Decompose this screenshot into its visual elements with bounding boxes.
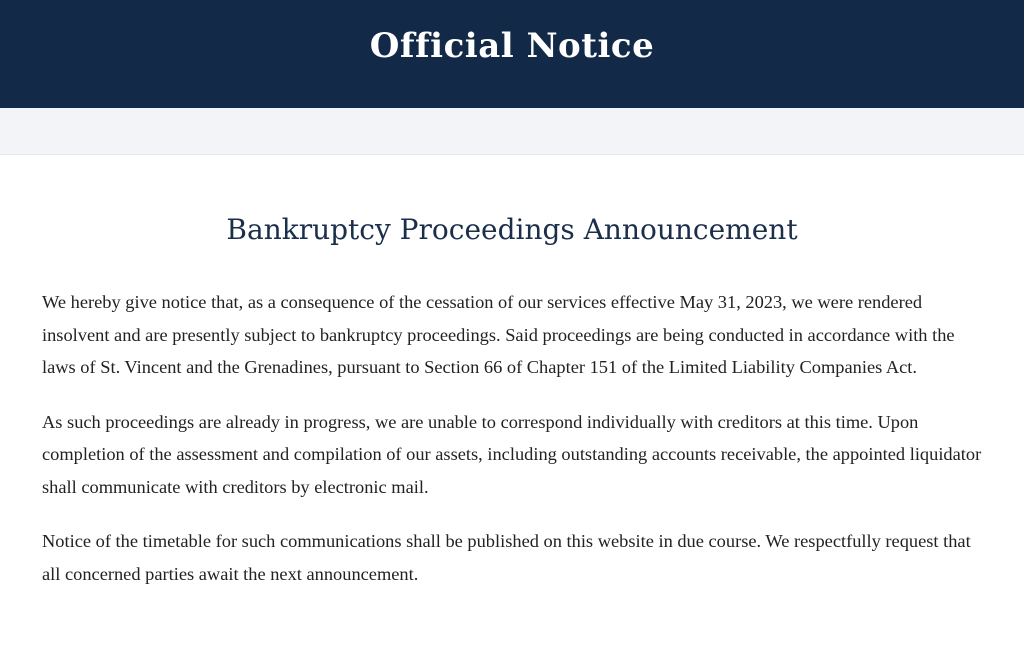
notice-paragraph-2: As such proceedings are already in progress, we are unable to correspond individually with creditors at this time. Upon completion of the assessment and compilation of our assets, including outstanding accounts receivable, the appointed liquidator shall communicate with creditors by electronic mail. xyxy=(42,411,982,497)
page-title: Official Notice xyxy=(369,26,655,66)
notice-paragraph-3: Notice of the timetable for such communications shall be published on this website in due course. We respectfully request that all concerned parties await the next announcement. xyxy=(42,531,971,584)
header-divider-band xyxy=(0,108,1024,155)
notice-paragraph-1: We hereby give notice that, as a consequence of the cessation of our services effective May 31, 2023, we were rendered insolvent and are presently subject to bankruptcy proceedings. Said proceedings are being conducted in accordance with the laws of St. Vincent and the Grenadines, pursuant to Section 66 of Chapter 151 of the Limited Liability Companies Act. xyxy=(42,292,955,377)
notice-heading: Bankruptcy Proceedings Announcement xyxy=(226,213,798,246)
notice-content xyxy=(0,213,1024,590)
site-header xyxy=(0,0,1024,108)
